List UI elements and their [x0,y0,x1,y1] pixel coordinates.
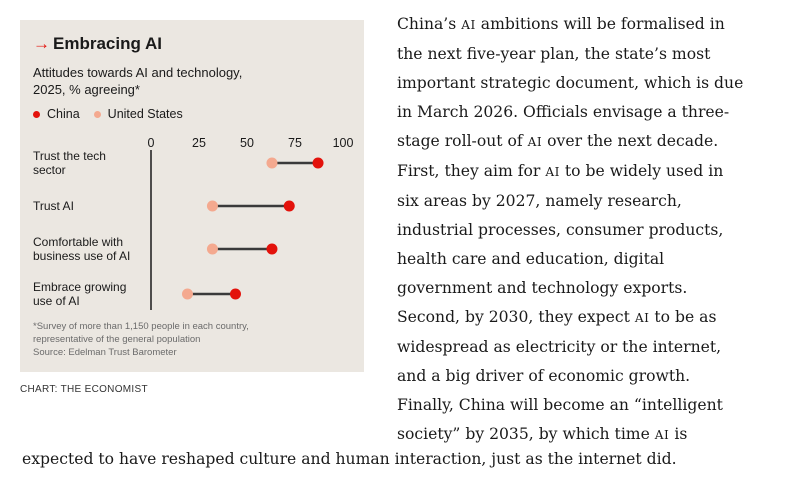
category-label: Trust AI [33,199,74,213]
article-line: society” by 2035, by which time AI is [397,425,688,443]
category-label: Trust the tech [33,149,106,163]
x-tick-label: 50 [240,136,254,150]
category-label: use of AI [33,294,80,308]
article-line: industrial processes, consumer products, [397,221,724,239]
dot-united-states [266,158,277,169]
article-line: in March 2026. Officials envisage a three- [397,103,730,121]
article-line: and a big driver of economic growth. [397,367,691,385]
chart-source: Source: Edelman Trust Barometer [33,347,177,358]
chart-footnote [33,320,358,359]
article-line: important strategic document, which is due [397,74,744,92]
x-tick-label: 25 [192,136,206,150]
small-caps-text: AI [527,135,543,149]
dot-china [230,289,241,300]
article-line: the next five-year plan, the state’s most [397,45,711,63]
chart-panel [20,20,364,372]
arrow-right-icon: → [33,34,50,53]
small-caps-text: AI [545,165,560,179]
small-caps-text: AI [634,311,650,325]
article-text-column [397,10,797,450]
chart-subtitle-line: 2025, % agreeing* [33,82,140,97]
article-line: health care and education, digital [397,250,665,268]
category-label: business use of AI [33,249,131,263]
chart-subtitle-line: Attitudes towards AI and technology, [33,65,243,80]
article-line: Finally, China will become an “intelligent [397,396,723,414]
article-line: China’s AI ambitions will be formalised in [397,15,725,33]
article-line: Second, by 2030, they expect AI to be as [397,308,717,326]
small-caps-text: AI [461,18,476,32]
dot-plot [20,20,364,320]
article-line: six areas by 2027, namely research, [397,192,682,210]
category-label: Embrace growing [33,280,127,294]
chart-title-text: Embracing AI [53,34,162,53]
dot-china [313,158,324,169]
article-line: stage roll-out of AI over the next decade. [397,132,719,150]
x-tick-label: 100 [332,136,354,150]
article-line: First, they aim for AI to be widely used in [397,162,724,180]
dot-united-states [207,201,218,212]
legend-label-united-states: United States [107,107,183,121]
legend-label-china: China [47,107,80,121]
article-line: widespread as electricity or the internet, [397,338,722,356]
footnote-line: *Survey of more than 1,150 people in each country, [33,321,249,332]
x-tick-label: 0 [147,136,155,150]
footnote-line: representative of the general population [33,334,201,345]
article-line: government and technology exports. [397,279,688,297]
category-label: sector [33,163,66,177]
small-caps-text: AI [654,428,670,442]
dot-united-states [182,289,193,300]
category-label: Comfortable with [33,235,124,249]
x-tick-label: 75 [288,136,302,150]
dot-united-states [207,244,218,255]
chart-credit: CHART: THE ECONOMIST [20,384,148,395]
dot-china [284,201,295,212]
dot-china [266,244,277,255]
article-text-bottom: expected to have reshaped culture and human interaction, just as the internet did. [22,450,677,468]
